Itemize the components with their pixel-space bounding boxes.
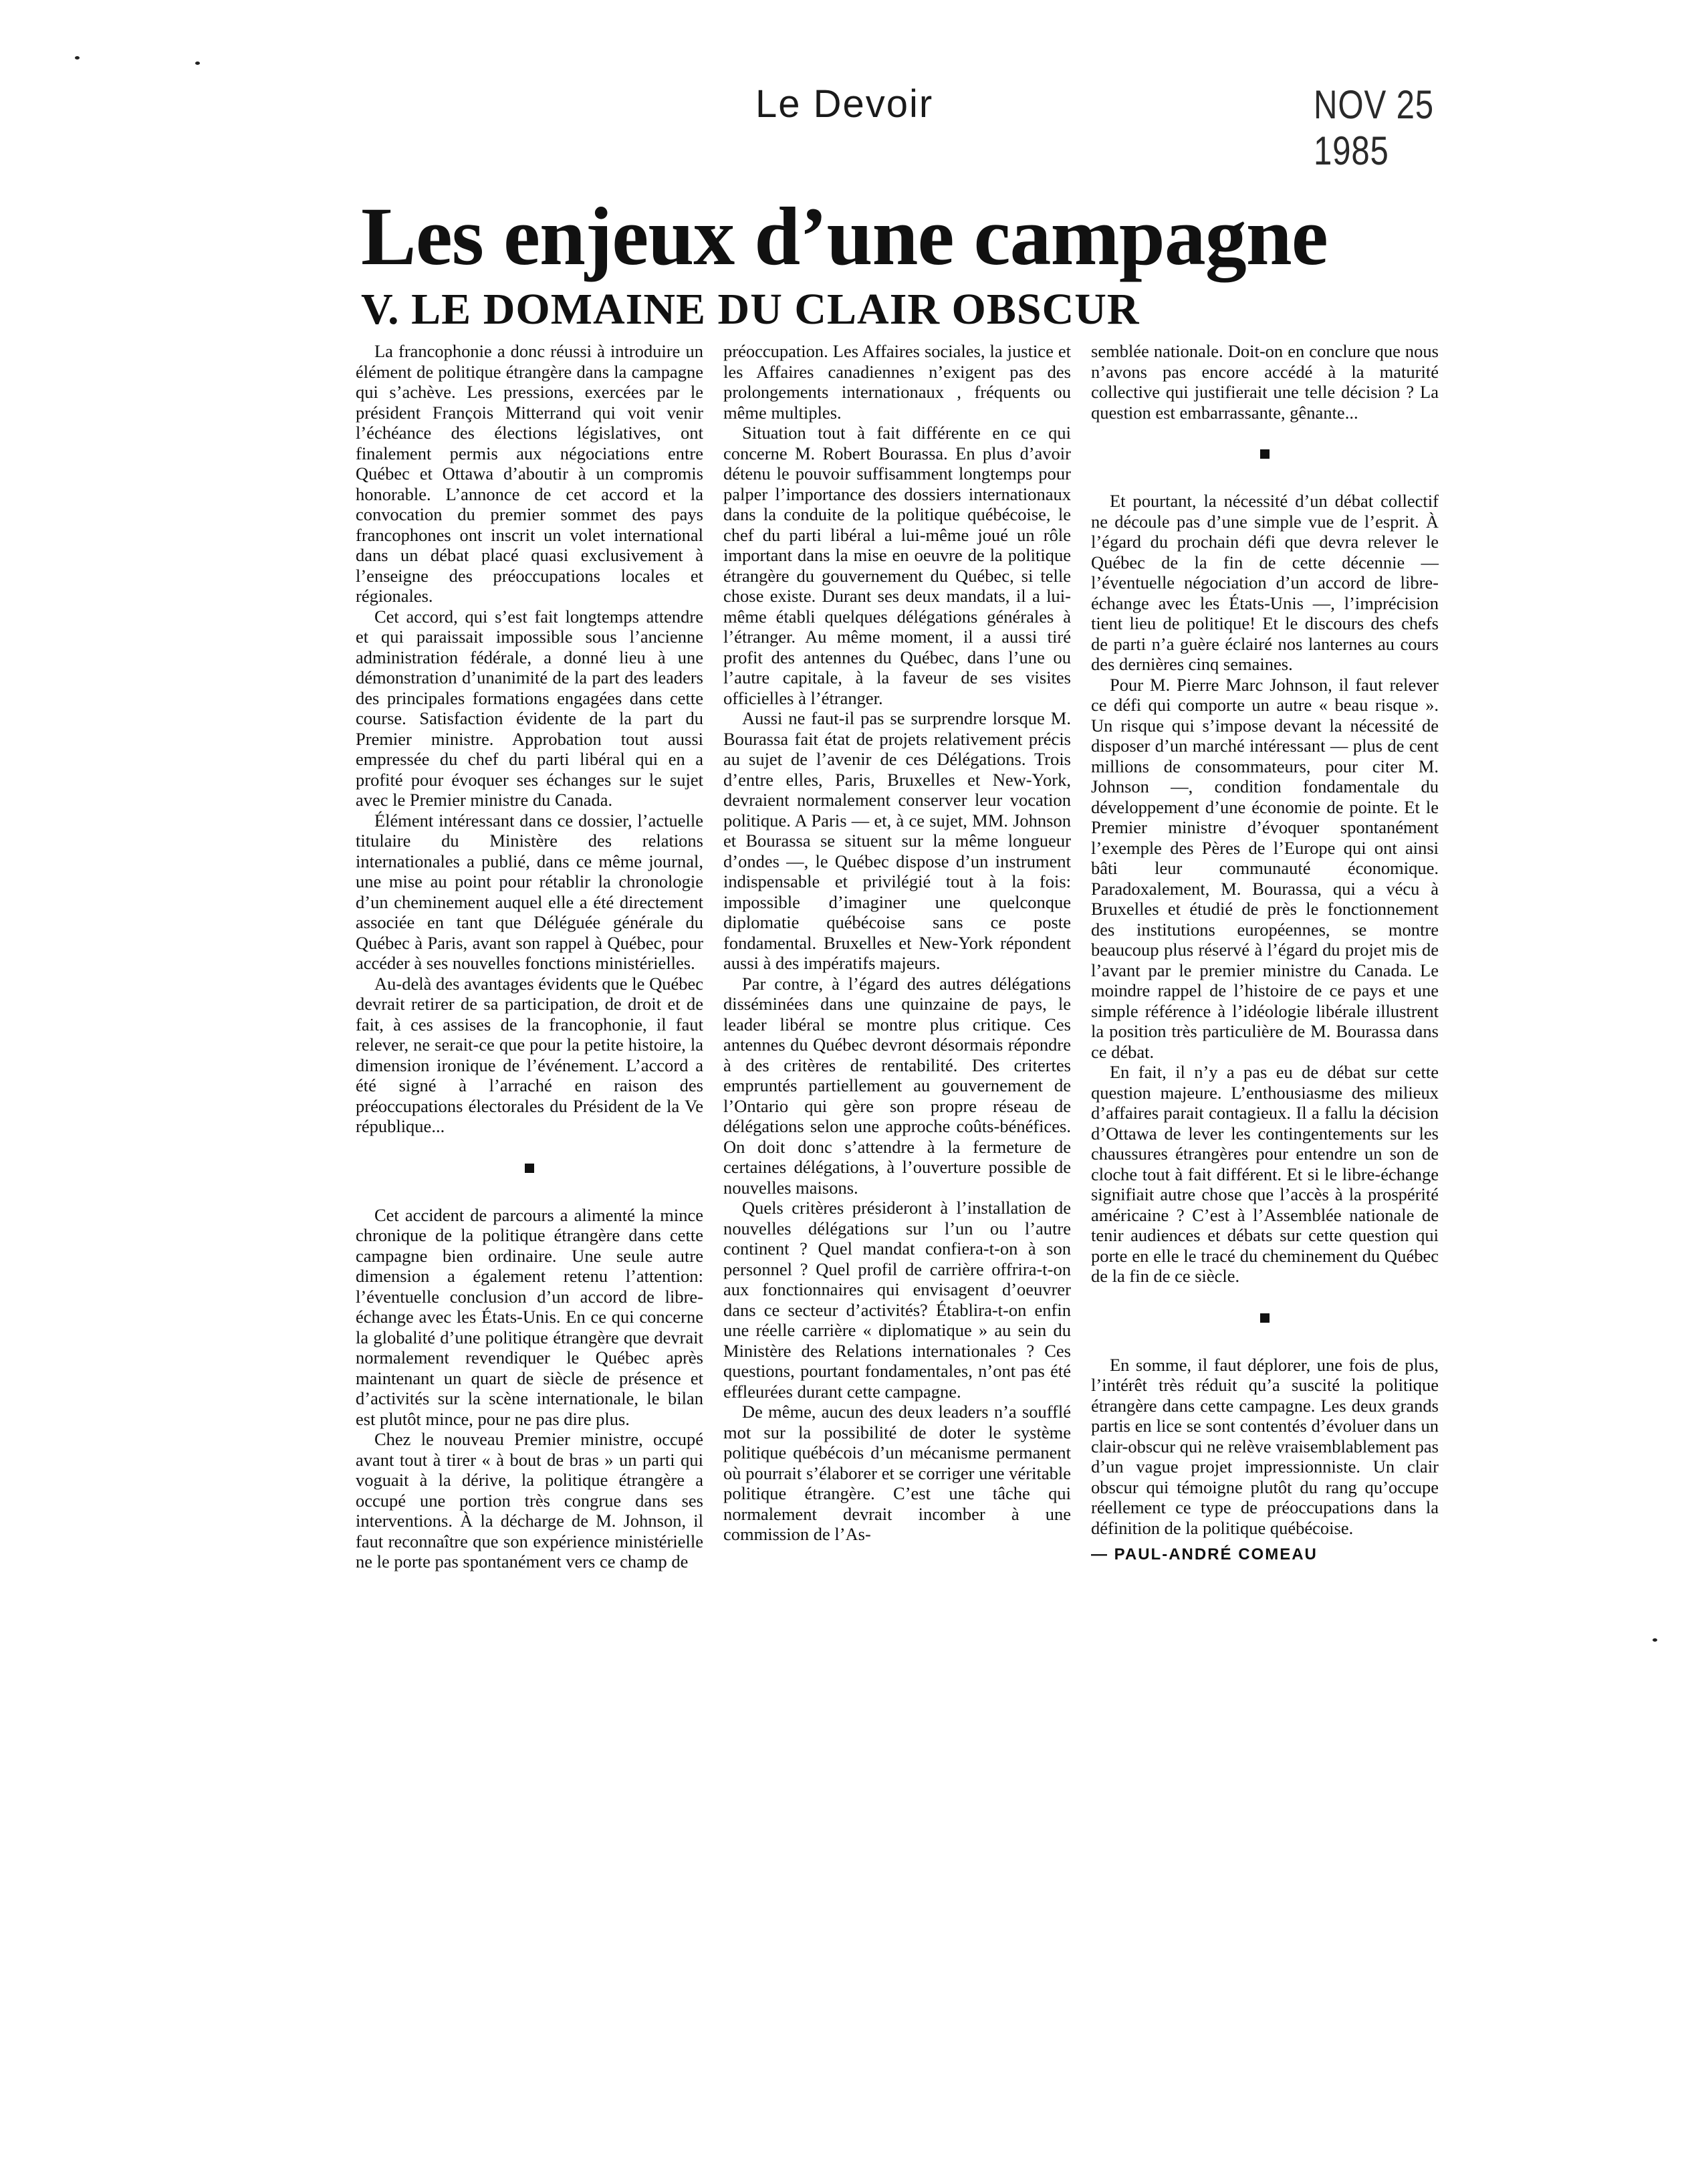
- scan-speck: [75, 56, 80, 60]
- article-column-2: [723, 341, 1071, 1545]
- paragraph: En somme, il faut déplorer, une fois de plus, l’intérêt très réduit qu’a suscité la politique étrangère dans cette campagne. Les deux grands partis en lice se sont contentés d’évoluer dans un clair-obscur qui ne relève vraisemblablement pas d’un vague projet impressionniste. Un clair obscur qui témoigne plutôt du rang qu’occupe réellement ce type de préoccupations dans la définition de la politique québécoise.: [1091, 1354, 1439, 1538]
- paragraph: Chez le nouveau Premier ministre, occupé avant tout à tirer « à bout de bras » un parti qui voguait à la dérive, la politique étrangère a occupé une portion très congrue dans ses interventions. À la décharge de M. Johnson, il faut reconnaître que son expérience ministérielle ne le porte pas spontanément vers ce champ de: [356, 1429, 703, 1571]
- article-column-3: [1091, 341, 1439, 1565]
- paragraph: En fait, il n’y a pas eu de débat sur cette question majeure. L’enthousiasme des milieux d’affaires parait contagieux. Il a fallu la décision d’Ottawa de lever les contingentements sur les chaussures étrangères pour entendre un son de cloche tout à fait différent. Et si le libre-échange signifiait autre chose que l’accès à la prospérité américaine ? C’est à l’Assemblée nationale de tenir audiences et débats sur cette question qui porte en elle le tracé du cheminement du Québec de la fin de ce siècle.: [1091, 1062, 1439, 1286]
- paragraph: Élément intéressant dans ce dossier, l’actuelle titulaire du Ministère des relations internationales a publié, dans ce même journal, une mise au point pour rétablir la chronologie d’un cheminement auquel elle a été directement associée en tant que Déléguée générale du Québec à Paris, avant son rappel à Québec, pour accéder à ses nouvelles fonctions ministérielles.: [356, 810, 703, 973]
- article-headline: Les enjeux d’une campagne: [361, 191, 1328, 282]
- paragraph: Et pourtant, la nécessité d’un débat collectif ne découle pas d’une simple vue de l’esprit. À l’égard du prochain défi que devra relever le Québec de la fin de cette décennie — l’éventuelle négociation d’un accord de libre-échange avec les États-Unis —, l’imprécision tient lieu de politique! Et le discours des chefs de parti n’a guère éclairé nos lanternes au cours des dernières cinq semaines.: [1091, 491, 1439, 674]
- article-column-1: [356, 341, 703, 1572]
- paragraph: De même, aucun des deux leaders n’a soufflé mot sur la possibilité de doter le système politique québécois d’un mécanisme permanent où pourrait s’élaborer et se corriger une véritable politique étrangère. C’est une tâche qui normalement devrait incomber à une commission de l’As-: [723, 1402, 1071, 1544]
- paragraph: semblée nationale. Doit-on en conclure que nous n’avons pas encore accédé à la maturité collective qui justifierait une telle décision ? La question est embarrassante, gênante...: [1091, 341, 1439, 423]
- paragraph: Par contre, à l’égard des autres délégations disséminées dans une quinzaine de pays, le leader libéral se montre plus critique. Ces antennes du Québec devront désormais répondre à des critères de rentabilité. Des critertes empruntés partiellement au gouvernement de l’Ontario qui gère son propre réseau de délégations selon une approche coûts-bénéfices. On doit donc s’attendre à la fermeture de certaines délégations, à l’ouverture possible de nouvelles maisons.: [723, 973, 1071, 1198]
- paragraph: Au-delà des avantages évidents que le Québec devrait retirer de sa participation, de droit et de fait, à ces assises de la francophonie, il faut relever, ne serait-ce que pour la petite histoire, la dimension ironique de l’événement. L’accord a été signé à l’arraché en raison des préoccupations électorales du Président de la Ve république...: [356, 973, 703, 1136]
- paragraph: Quels critères présideront à l’installation de nouvelles délégations sur l’un ou l’autre continent ? Quel mandat confiera-t-on à son personnel ? Quel profil de carrière offrira-t-on aux fonctionnaires qui envisagent d’oeuvrer dans ce secteur d’activités? Établira-t-on enfin une réelle carrière « diplomatique » au sein du Ministère des Relations internationales ? Ces questions, pourtant fondamentales, n’ont pas été effleurées durant cette campagne.: [723, 1198, 1071, 1402]
- paragraph: Aussi ne faut-il pas se surprendre lorsque M. Bourassa fait état de projets relativement précis au sujet de l’avenir de ces Délégations. Trois d’entre elles, Paris, Bruxelles et New-York, devraient normalement conserver leur vocation politique. A Paris — et, à ce sujet, MM. Johnson et Bourassa se situent sur la même longueur d’ondes —, le Québec dispose d’un instrument indispensable et privilégié tout à la fois: impossible d’imaginer une quelconque diplomatie québécoise sans ce poste fondamental. Bruxelles et New-York répondent aussi à des impératifs majeurs.: [723, 708, 1071, 973]
- author-byline: — PAUL-ANDRÉ COMEAU: [1091, 1545, 1318, 1563]
- article-subheadline: V. LE DOMAINE DU CLAIR OBSCUR: [361, 285, 1140, 334]
- section-separator: [1260, 449, 1270, 459]
- scan-speck: [195, 62, 200, 65]
- newspaper-masthead: Le Devoir: [755, 82, 934, 126]
- section-separator: [1260, 1313, 1270, 1323]
- paragraph: La francophonie a donc réussi à introduire un élément de politique étrangère dans la campagne qui s’achève. Les pressions, exercées par le président François Mitterrand qui voit venir l’échéance des élections législatives, ont finalement permis aux négociations entre Québec et Ottawa d’aboutir à un compromis honorable. L’annonce de cet accord et la convocation du premier sommet des pays francophones ont inscrit un volet international dans un débat placé quasi exclusivement à l’enseigne des préoccupations locales et régionales.: [356, 341, 703, 606]
- date-stamp: NOV 25 1985: [1314, 82, 1434, 173]
- paragraph: Pour M. Pierre Marc Johnson, il faut relever ce défi qui comporte un autre « beau risque ». Un risque qui s’impose devant la nécessité de disposer d’un marché intéressant — plus de cent millions de consommateurs, pour citer M. Johnson —, condition fondamentale du développement d’une économie de pointe. Et le Premier ministre d’évoquer spontanément l’exemple des Pères de l’Europe qui ont ainsi bâti leur communauté économique. Paradoxalement, M. Bourassa, qui a vécu à Bruxelles et étudié de près le fonctionnement des institutions européennes, se montre beaucoup plus réservé à l’égard du projet mis de l’avant par le premier ministre du Canada. Le moindre rappel de l’histoire de ce pays et une simple référence à l’idéologie libérale illustrent la position très particulière de M. Bourassa dans ce débat.: [1091, 674, 1439, 1062]
- scan-speck: [1653, 1638, 1657, 1642]
- paragraph: Situation tout à fait différente en ce qui concerne M. Robert Bourassa. En plus d’avoir détenu le pouvoir suffisamment longtemps pour palper l’importance des dossiers internationaux dans la conduite de la politique québécoise, le chef du parti libéral a lui-même joué un rôle important dans la mise en oeuvre de la politique étrangère du gouvernement du Québec, si telle chose existe. Durant ses deux mandats, il a lui-même établi quelques délégations générales à l’étranger. Au même moment, il a aussi tiré profit des antennes du Québec, dans l’une ou l’autre capitale, à la faveur de ses visites officielles à l’étranger.: [723, 423, 1071, 708]
- section-separator: [525, 1164, 534, 1173]
- paragraph: préoccupation. Les Affaires sociales, la justice et les Affaires canadiennes n’exigent pas des prolongements internationaux , fréquents ou même multiples.: [723, 341, 1071, 423]
- paragraph: Cet accord, qui s’est fait longtemps attendre et qui paraissait impossible sous l’ancienne administration fédérale, a donné lieu à une démonstration d’unanimité de la part des leaders des principales formations engagées dans cette course. Satisfaction évidente de la part du Premier ministre. Approbation tout aussi empressée du chef du parti libéral qui en a profité pour évoquer ses échanges sur le sujet avec le Premier ministre du Canada.: [356, 606, 703, 810]
- paragraph: Cet accident de parcours a alimenté la mince chronique de la politique étrangère dans cette campagne bien ordinaire. Une seule autre dimension a également retenu l’attention: l’éventuelle conclusion d’un accord de libre-échange avec les États-Unis. En ce qui concerne la globalité d’une politique étrangère que devrait normalement revendiquer le Québec après maintenant un quart de siècle de présence et d’activités sur la scène internationale, le bilan est plutôt mince, pour ne pas dire plus.: [356, 1204, 703, 1429]
